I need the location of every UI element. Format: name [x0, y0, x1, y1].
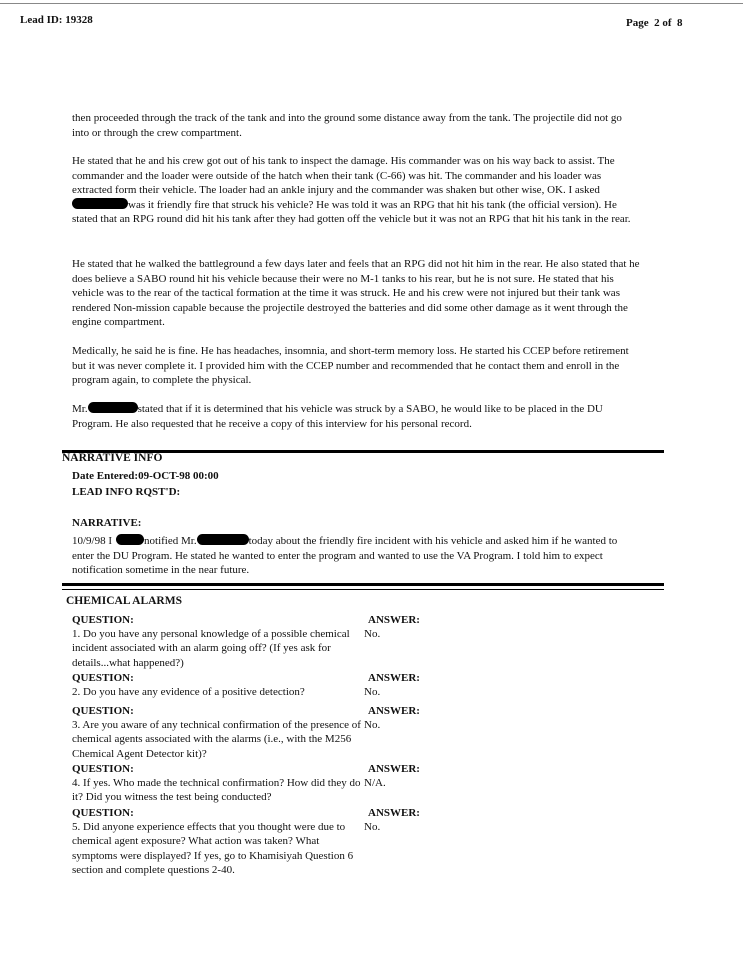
- answer-label: ANSWER:: [368, 705, 420, 717]
- question-label: QUESTION:: [72, 705, 134, 717]
- answer-text: No.: [364, 628, 381, 640]
- answer-text: N/A.: [364, 777, 386, 789]
- question-item: [72, 763, 452, 806]
- answer-label: ANSWER:: [368, 672, 420, 684]
- answer-label: ANSWER:: [368, 807, 420, 819]
- narrative-text: [72, 534, 638, 578]
- question-label: QUESTION:: [72, 672, 134, 684]
- paragraph-du-program-part1: Mr.: [72, 403, 88, 415]
- paragraph-battleground: He stated that he walked the battleground a few days later and feels that an RPG did not hit him in the rear. He also stated that he does believe a SABO round hit his vehicle because their were no M-1 tanks to his rear, but he is not sure. He stated that his vehicle was to the rear of the tactical formation at the time it was struck. He and his crew were not injured but their tank was rendered Non-mission capable because the projectile destroyed the batteries and did some other damage as it went through the engine compartment.: [72, 258, 640, 329]
- paragraph-du-program: [72, 402, 640, 431]
- paragraph-crew-inspection: [72, 154, 640, 227]
- narrative-text-part2: notified Mr.: [144, 535, 197, 547]
- paragraph-projectile: then proceeded through the track of the tank and into the ground some distance away from the tank. The projectile did not go into or through the crew compartment.: [72, 112, 622, 139]
- date-entered: Date Entered:09-OCT-98 00:00: [72, 470, 219, 482]
- paragraph-crew-inspection-part1: He stated that he and his crew got out of his tank to inspect the damage. His commander was on his way back to assist. The commander and the loader were outside of the hatch when their tank (C-66) was hit. The commander and his loader was extracted form their vehicle. The loader had an ankle injury and the commander was shaken but other wise, OK. I asked: [72, 155, 615, 197]
- paragraph-crew-inspection-part2: was it friendly fire that struck his vehicle? He was told it was an RPG that hit his tank (the official version). He stated that an RPG round did hit his tank after they had gotten off the vehicle but it was not an RPG that hit his tank in the rear.: [72, 198, 631, 226]
- paragraph-du-program-part2: stated that if it is determined that his vehicle was struck by a SABO, he would like to be placed in the DU Program. He also requested that he receive a copy of this interview for his personal record.: [72, 403, 603, 430]
- page-number: Page 2 of 8: [626, 17, 683, 29]
- narrative-text-part3: today about the friendly fire incident with his vehicle and asked him if he wanted to enter the DU Program. He stated he wanted to enter the program and wanted to use the VA Program. I told him to expect notification sometime in the near future.: [72, 535, 618, 577]
- question-label: QUESTION:: [72, 763, 134, 775]
- answer-text: No.: [364, 719, 381, 731]
- lead-info-requested: LEAD INFO RQST'D:: [72, 486, 181, 498]
- question-text: 5. Did anyone experience effects that you thought were due to chemical agent exposure? What action was taken? What symptoms were displayed? If yes, go to Khamisiyah Question 6 section and complete questions 2-40.: [72, 821, 354, 876]
- question-text: 4. If yes. Who made the technical confirmation? How did they do it? Did you witness the test being conducted?: [72, 777, 361, 804]
- question-text: 2. Do you have any evidence of a positive detection?: [72, 686, 305, 698]
- answer-text: No.: [364, 686, 381, 698]
- narrative-label: NARRATIVE:: [72, 517, 142, 529]
- section-divider: [62, 583, 664, 586]
- question-item: [72, 672, 452, 700]
- question-item: [72, 807, 452, 882]
- redaction-mark: [72, 198, 128, 209]
- question-label: QUESTION:: [72, 807, 134, 819]
- question-item: [72, 614, 452, 672]
- question-label: QUESTION:: [72, 614, 134, 626]
- question-text: 3. Are you aware of any technical confirmation of the presence of chemical agents associated with the alarms (i.e., with the M256 Chemical Agent Detector kit)?: [72, 719, 361, 760]
- answer-label: ANSWER:: [368, 763, 420, 775]
- paragraph-medical: Medically, he said he is fine. He has headaches, insomnia, and short-term memory loss. He started his CCEP before retirement but it was never complete it. I provided him with the CCEP number and recommended that he contact them and enroll in the program again, to complete the physical.: [72, 345, 629, 387]
- answer-label: ANSWER:: [368, 614, 420, 626]
- redaction-mark: [116, 534, 144, 545]
- answer-text: No.: [364, 821, 381, 833]
- narrative-info-heading: NARRATIVE INFO: [62, 452, 163, 464]
- section-divider-thin: [62, 589, 664, 590]
- redaction-mark: [88, 402, 138, 413]
- question-item: [72, 705, 452, 763]
- lead-id: Lead ID: 19328: [20, 14, 93, 26]
- redaction-mark: [197, 534, 249, 545]
- chemical-alarms-heading: CHEMICAL ALARMS: [66, 595, 182, 607]
- top-border-line: [0, 3, 743, 4]
- question-text: 1. Do you have any personal knowledge of a possible chemical incident associated with an alarm going off? (If yes ask for details...what happened?): [72, 628, 350, 669]
- narrative-text-part1: 10/9/98 I: [72, 535, 113, 547]
